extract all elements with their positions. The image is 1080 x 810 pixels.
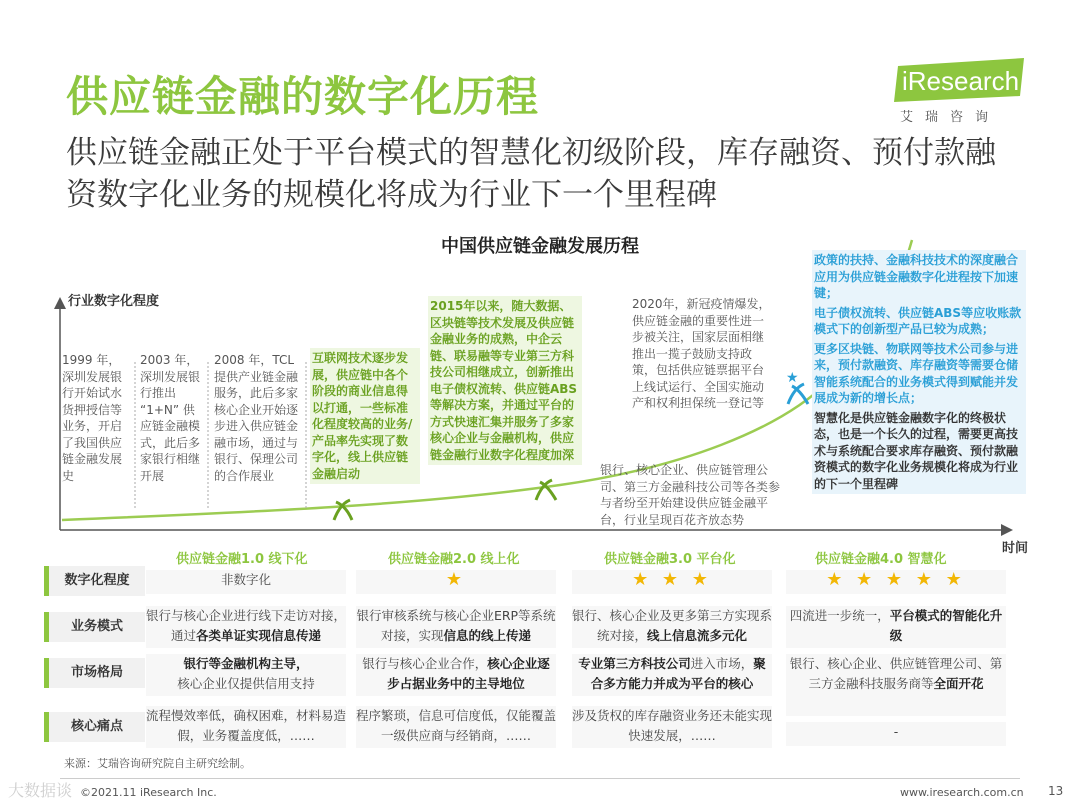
future-note-3: 更多区块链、物联网等技术公司参与进来，预付款融资、库存融资等需要仓储智能系统配合的业务模式得到赋能并发展成为新的增长点； (814, 341, 1019, 405)
website: www.iresearch.com.cn (900, 786, 1024, 799)
cell-market-1 (146, 654, 346, 696)
stage-4-header: 供应链金融4.0 智慧化 (815, 552, 947, 567)
milestone-marker-3 (786, 370, 808, 404)
svg-text:★: ★ (786, 370, 799, 386)
event-2003: 2003 年，深圳发展银行推出 “1+N” 供应链金融模式，此后多家银行相继开展 (140, 353, 201, 483)
cell-market-1-plain: 核心企业仅提供信用支持 (177, 676, 315, 691)
cell-digital-1: 非数字化 (146, 570, 346, 594)
cell-pain-1: 流程慢效率低，确权困难，材料易造假，业务覆盖度低，…… (146, 706, 346, 748)
cell-mode-1 (146, 606, 346, 648)
cell-mode-3-bold: 线上信息流多元化 (647, 628, 748, 643)
cell-mode-2-bold: 信息的线上传递 (443, 628, 532, 643)
cell-market-4-plain: 银行、核心企业、供应链管理公司、第三方金融科技服务商等 (789, 656, 1003, 691)
cell-market-3 (572, 654, 772, 696)
cell-mode-2-plain: 银行审核系统与核心企业ERP等系统对接，实现 (356, 608, 556, 643)
page-title: 供应链金融的数字化历程 (66, 72, 540, 121)
cell-mode-3-plain: 银行、核心企业及更多第三方实现系统对接， (572, 608, 773, 643)
cell-mode-4 (786, 606, 1006, 648)
event-2015: 2015年以来，随大数据、区块链等技术发展及供应链金融业务的成熟，中企云链、联易融等专业第三方科技公司相继成立，创新推出电子债权流转、供应链ABS等解决方案，并通过平台的方式快速汇集并服务了多家核心企业与金融机构，供应链金融行业数字化程度加深 (428, 296, 582, 465)
page-subtitle: 供应链金融正处于平台模式的智慧化初级阶段，库存融资、预付款融资数字化业务的规模化将成为行业下一个里程碑 (66, 135, 996, 213)
row-label-pain: 核心痛点 (44, 712, 145, 742)
cell-pain-2: 程序繁琐，信息可信度低，仅能覆盖一级供应商与经销商，…… (356, 706, 556, 748)
event-2008: 2008 年，TCL 提供产业链金融服务，此后多家核心企业开始逐步进入供应链金融市场，通过与银行、保理公司的合作展业 (214, 353, 299, 483)
event-2020: 2020年，新冠疫情爆发，供应链金融的重要性进一步被关注，国家层面相继推出一揽子鼓励支持政策，包括供应链票据平台上线试运行、全国实施动产和权利担保统一登记等 (632, 297, 771, 410)
footer-divider (60, 778, 1020, 779)
cell-mode-4-bold: 平台模式的智能化升级 (889, 608, 1003, 643)
row-label-mode: 业务模式 (44, 612, 145, 642)
milestone-marker-2 (536, 480, 556, 500)
stage-3-header: 供应链金融3.0 平台化 (604, 552, 736, 567)
future-note-1: 政策的扶持、金融科技技术的深度融合应用为供应链金融数字化进程按下加速键； (814, 253, 1019, 300)
cell-market-4 (786, 654, 1006, 716)
cell-digital-3: ★ ★ ★ (572, 570, 772, 594)
cell-market-1-bold: 银行等金融机构主导， (183, 656, 309, 671)
source-note: 来源：艾瑞咨询研究院自主研究绘制。 (64, 757, 251, 770)
row-label-market: 市场格局 (44, 658, 145, 688)
cell-mode-1-plain: 银行与核心企业进行线下走访对接，通过 (146, 608, 347, 643)
y-axis-label: 行业数字化程度 (68, 294, 160, 309)
event-1999: 1999 年，深圳发展银行开始试水货押授信等业务，开启了我国供应链金融发展史 (62, 353, 123, 483)
event-platform: 银行、核心企业、供应链管理公司、第三方金融科技公司等各类参与者纷至开始建设供应链金融平台，行业呈现百花齐放态势 (600, 463, 781, 527)
copyright: ©2021.11 iResearch Inc. (80, 786, 217, 799)
event-internet: 互联网技术逐步发展，供应链中各个阶段的商业信息得以打通，一些标准化程度较高的业务/产品率先实现了数字化，线上供应链金融启动 (310, 348, 420, 484)
cell-market-3-bold: 专业第三方科技公司 (578, 656, 691, 671)
chart-title: 中国供应链金融发展历程 (441, 236, 639, 257)
cell-market-2 (356, 654, 556, 696)
cell-pain-3: 涉及货权的库存融资业务还未能实现快速发展，…… (572, 706, 772, 748)
future-notes (812, 250, 1026, 494)
future-note-2: 电子债权流转、供应链ABS等应收账款模式下的创新型产品已较为成熟； (814, 305, 1022, 336)
logo-text: iResearch (902, 66, 1020, 96)
cell-market-2-bold: 核心企业逐步占据业务中的主导地位 (387, 656, 550, 691)
cell-market-3-plain: 进入市场， (690, 656, 754, 671)
stage-2-header: 供应链金融2.0 线上化 (388, 552, 520, 567)
milestone-marker-1 (334, 500, 352, 520)
cell-mode-4-plain: 四流进一步统一， (789, 608, 890, 623)
cell-mode-2 (356, 606, 556, 648)
watermark: 大数据谈 (8, 781, 73, 800)
cell-market-4-bold: 全面开花 (933, 676, 984, 691)
stage-1-header: 供应链金融1.0 线下化 (176, 552, 308, 567)
cell-market-2-plain: 银行与核心企业合作， (362, 656, 488, 671)
future-note-4: 智慧化是供应链金融数字化的终极状态，也是一个长久的过程，需要更高技术与系统配合要求库存融资、预付款融资模式的数字化业务规模化将成为行业的下一个里程碑 (814, 410, 1019, 491)
cell-mode-3 (572, 606, 772, 648)
cell-market-3-bold2: 聚合多方能力并成为平台的核心 (590, 656, 766, 691)
cell-pain-4: - (786, 722, 1006, 746)
logo-cn-text: 艾瑞咨询 (900, 110, 1001, 125)
cell-digital-4: ★ ★ ★ ★ ★ (786, 570, 1006, 594)
x-axis-label: 时间 (1002, 541, 1029, 556)
page-number: 13 (1048, 784, 1064, 798)
cell-mode-1-bold: 各类单证实现信息传递 (196, 628, 322, 643)
row-label-digital: 数字化程度 (44, 566, 145, 596)
cell-digital-2: ★ (356, 570, 556, 594)
